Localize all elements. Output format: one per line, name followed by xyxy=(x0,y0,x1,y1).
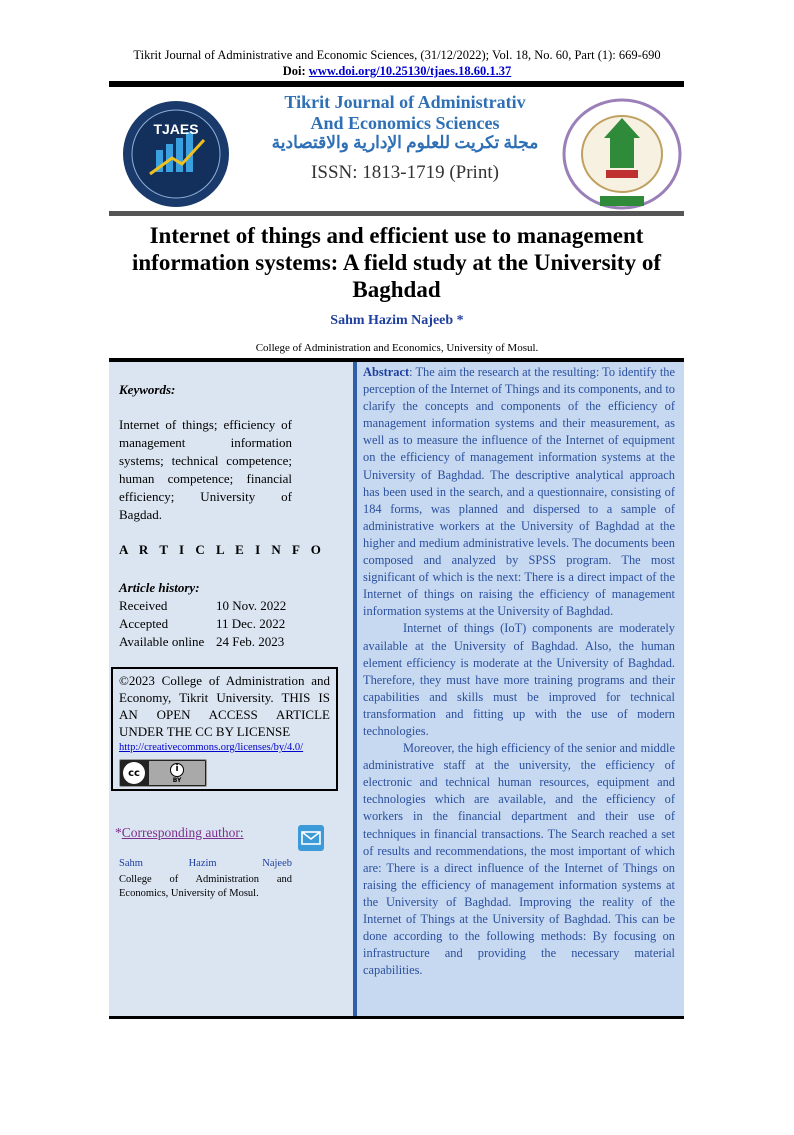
tjaes-logo-text: TJAES xyxy=(153,121,199,137)
doi-label: Doi: xyxy=(282,64,306,78)
author-affiliation: College of Administration and Economics, University of Mosul. xyxy=(255,342,539,354)
history-value: 11 Dec. 2022 xyxy=(216,616,286,631)
keywords-text: Internet of things; efficiency of management information systems; technical competence; human competence; financial efficiency; University of Bagdad. xyxy=(119,417,292,522)
doi-link[interactable]: www.doi.org/10.25130/tjaes.18.60.1.37 xyxy=(308,64,512,78)
history-label: Available online xyxy=(119,634,205,649)
abstract xyxy=(363,364,675,979)
college-seal-logo xyxy=(560,98,684,210)
license-box xyxy=(111,667,338,791)
license-text: ©2023 College of Administration and Economy, Tikrit University. THIS IS AN OPEN ACCESS ARTICLE UNDER THE CC BY LICENSE xyxy=(119,673,330,739)
history-label: Received xyxy=(119,598,168,613)
by-label: BY xyxy=(172,776,182,784)
journal-name-en xyxy=(250,92,560,134)
article-info-heading: A R T I C L E I N F O xyxy=(119,542,325,557)
license-link[interactable]: http://creativecommons.org/licenses/by/4.0/ xyxy=(119,742,304,753)
journal-name-ar: مجلة تكريت للعلوم الإدارية والاقتصادية xyxy=(271,133,539,152)
doi-line xyxy=(0,64,794,79)
attribution-person-icon: i xyxy=(170,763,184,777)
cc-icon: cc xyxy=(123,762,145,784)
by-block xyxy=(149,761,205,785)
abstract-paragraph-2: Internet of things (IoT) components are moderately available at the University of Baghdad. Also, the human element efficiency is moderate at the University of Baghdad. Therefore, they must have more training programs and their capabilities and skills must be improved for technical transformation and fitting up with the use of modern technologies. xyxy=(363,621,675,738)
email-icon[interactable] xyxy=(298,825,324,851)
issn: ISSN: 1813-1719 (Print) xyxy=(311,162,499,183)
journal-name-line2: And Economics Sciences xyxy=(310,113,500,133)
corresponding-author-name: Sahm Hazim Najeeb xyxy=(119,858,292,869)
cc-by-badge[interactable] xyxy=(119,759,207,787)
bottom-rule xyxy=(109,1016,684,1019)
article-title: Internet of things and efficient use to management information systems: A field study at the University of Baghdad xyxy=(132,223,661,302)
abstract-paragraph-3: Moreover, the high efficiency of the senior and middle administrative staff at the university, the efficiency of electronic and technical human resources, equipment and technologies which are available, and the efficiency of workers in the financial department and their use of techniques in financial transactions. The Search reached a set of results and recommendations, the most important of which are: There is a direct influence of the Internet of Things on raising the efficiency of management information systems at the University of Baghdad. Improving the reality of the Internet of Things at the University of Baghdad. This can be done according to the following methods: By focusing on infrastructure and providing the necessary material capabilities. xyxy=(363,741,675,978)
keywords-heading: Keywords: xyxy=(119,382,176,397)
abstract-label: Abstract xyxy=(363,365,410,379)
history-value: 10 Nov. 2022 xyxy=(216,598,287,613)
history-heading: Article history: xyxy=(119,580,200,595)
top-rule xyxy=(109,81,684,87)
corresponding-author-link[interactable]: Corresponding author: xyxy=(121,825,244,840)
history-accepted xyxy=(119,616,285,632)
abstract-paragraph-1 xyxy=(363,364,675,620)
corresponding-author-line xyxy=(115,825,244,841)
journal-name-line1: Tikrit Journal of Administrativ xyxy=(284,92,526,112)
history-available xyxy=(119,634,284,650)
corresponding-star: * xyxy=(115,825,122,840)
abstract-text-1: : The aim the research at the resulting: To identify the perception of the Internet of Things and its components, and to clarify the concepts and components of the efficiency of management information systems and their measurement, as well as to measure the influence of the Internet of equipment on the efficiency of management information systems at the University of Baghdad. The descriptive analytical approach has been used in the search, and a questionnaire, consisting of 184 forms, was planned and dispersed to a sample of administrative workers at the University of Baghdad at the higher and medium administrative levels. The documents been composed and analyzed by SPSS program. The most significant of which is the next: There is a direct impact of the Internet of things on raising the efficiency of management information systems at the University of Baghdad. xyxy=(363,365,675,619)
corresponding-author-affiliation: College of Administration and Economics, University of Mosul. xyxy=(119,874,292,899)
history-value: 24 Feb. 2023 xyxy=(216,634,285,649)
tjaes-logo xyxy=(120,100,232,208)
banner-rule xyxy=(109,211,684,216)
history-received xyxy=(119,598,286,614)
history-label: Accepted xyxy=(119,616,169,631)
citation-header: Tikrit Journal of Administrative and Economic Sciences, (31/12/2022); Vol. 18, No. 60, Part (1): 669-690 xyxy=(133,48,661,62)
author-name: Sahm Hazim Najeeb * xyxy=(330,313,464,328)
